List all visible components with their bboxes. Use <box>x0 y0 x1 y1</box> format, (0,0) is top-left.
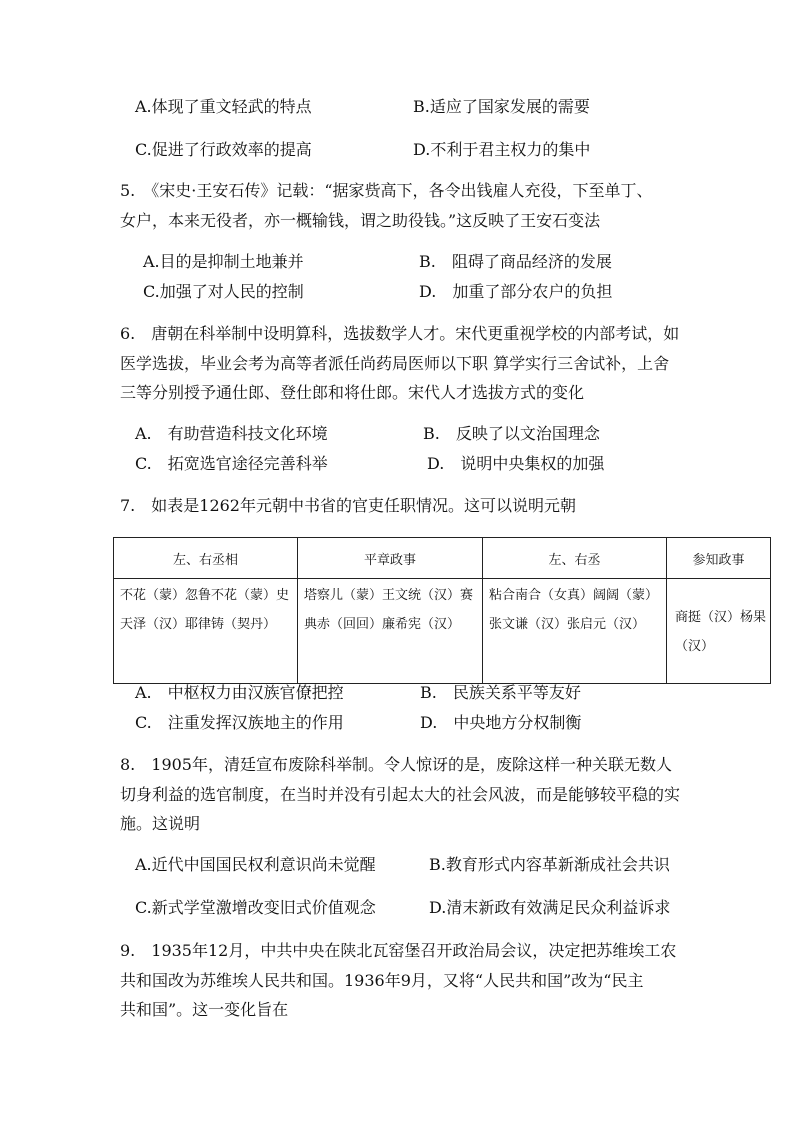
table-cell: 塔察儿（蒙）王文统（汉）赛典赤（回回）廉希宪（汉） <box>298 579 483 684</box>
q8-option-a: A.近代中国国民权利意识尚未觉醒 <box>135 855 376 874</box>
table-row <box>114 579 771 684</box>
q4-option-d: D.不利于君主权力的集中 <box>413 140 591 159</box>
q5-option-c: C.加强了对人民的控制 <box>143 282 304 301</box>
q8-stem-line-2: 切身利益的选官制度，在当时并没有引起太大的社会风波，而是能够较平稳的实 <box>120 785 681 804</box>
q6-option-c: C. 拓宽选官途径完善科举 <box>135 454 328 473</box>
q6-option-a: A. 有助营造科技文化环境 <box>135 424 328 443</box>
q8-option-b: B.教育形式内容革新渐成社会共识 <box>429 855 670 874</box>
q5-option-b: B. 阻碍了商品经济的发展 <box>419 252 612 271</box>
q7-stem: 7. 如表是1262年元朝中书省的官吏任职情况。这可以说明元朝 <box>120 496 576 515</box>
table-header-cell: 平章政事 <box>298 538 483 579</box>
q4-option-a: A.体现了重文轻武的特点 <box>135 97 312 116</box>
q4-option-c: C.促进了行政效率的提高 <box>135 140 312 159</box>
q6-stem-line-1: 6. 唐朝在科举制中设明算科，选拔数学人才。宋代更重视学校的内部考试，如 <box>120 324 680 343</box>
q7-option-c: C. 注重发挥汉族地主的作用 <box>135 713 344 732</box>
q8-option-d: D.清末新政有效满足民众利益诉求 <box>429 898 671 917</box>
table-cell: 不花（蒙）忽鲁不花（蒙）史天泽（汉）耶律铸（契丹） <box>114 579 298 684</box>
table-header-cell: 参知政事 <box>667 538 771 579</box>
q9-stem-line-3: 共和国”。这一变化旨在 <box>120 1000 289 1019</box>
q7-option-d: D. 中央地方分权制衡 <box>420 713 582 732</box>
q8-option-c: C.新式学堂激增改变旧式价值观念 <box>135 898 376 917</box>
q6-stem-line-2: 医学选拔，毕业会考为高等者派任尚药局医师以下职 算学实行三舍试补，上舍 <box>120 354 670 373</box>
q7-option-a: A. 中枢权力由汉族官僚把控 <box>135 683 344 702</box>
q6-option-b: B. 反映了以文治国理念 <box>423 424 600 443</box>
q8-stem-line-1: 8. 1905年，清廷宣布废除科举制。令人惊讶的是，废除这样一种关联无数人 <box>120 755 672 774</box>
officials-table <box>113 537 771 684</box>
table-cell: 商挺（汉）杨果（汉） <box>667 579 771 684</box>
q9-stem-line-2: 共和国改为苏维埃人民共和国。1936年9月，又将“人民共和国”改为“民主 <box>120 971 644 990</box>
q5-option-d: D. 加重了部分农户的负担 <box>419 282 613 301</box>
q7-option-b: B. 民族关系平等友好 <box>420 683 581 702</box>
q4-option-b: B.适应了国家发展的需要 <box>413 97 590 116</box>
q5-option-a: A.目的是抑制土地兼并 <box>143 252 304 271</box>
table-header-cell: 左、右丞相 <box>114 538 298 579</box>
q6-option-d: D. 说明中央集权的加强 <box>427 454 605 473</box>
q8-stem-line-3: 施。这说明 <box>120 814 201 833</box>
q5-stem-line-2: 女户，本来无役者，亦一概输钱，谓之助役钱。”这反映了王安石变法 <box>120 211 601 230</box>
table-cell: 粘合南合（女真）阔阔（蒙）张文谦（汉）张启元（汉） <box>483 579 667 684</box>
q6-stem-line-3: 三等分别授予通仕郎、登仕郎和将仕郎。宋代人才选拔方式的变化 <box>120 383 585 402</box>
q5-stem-line-1: 5. 《宋史·王安石传》记载：“据家赀高下，各令出钱雇人充役，下至单丁、 <box>120 181 653 200</box>
q9-stem-line-1: 9. 1935年12月，中共中央在陕北瓦窑堡召开政治局会议，决定把苏维埃工农 <box>120 941 677 960</box>
table-header-cell: 左、右丞 <box>483 538 667 579</box>
table-header-row <box>114 538 771 579</box>
